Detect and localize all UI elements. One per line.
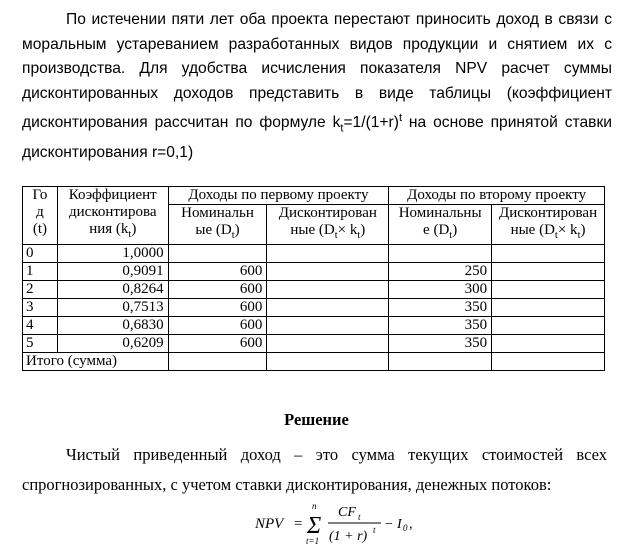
- formula-denominator-sup: t: [373, 525, 376, 535]
- cell-discounted-1: [267, 317, 389, 335]
- header-project-1: Доходы по первому проекту: [168, 187, 389, 205]
- cell-coef: 0,9091: [57, 263, 168, 281]
- table-row: [23, 263, 605, 281]
- formula-minus-sub: 0: [403, 523, 408, 533]
- cell-discounted-1: [267, 281, 389, 299]
- header-discounted-1: Дисконтирован ные $(D_t\times k_t)$: [267, 205, 389, 245]
- cell-year: 5: [23, 335, 58, 353]
- cell-discounted-1: [267, 299, 389, 317]
- solution-line-2: спрогнозированных, с учетом ставки дисконтирования, денежных потоков:: [22, 475, 552, 494]
- solution-paragraph: [22, 440, 607, 500]
- cell-discounted-1: [267, 245, 389, 263]
- intro-line-1: По истечении пяти лет оба проекта перестают приносить доход в связи с: [66, 11, 612, 28]
- cell-nominal-2: 350: [389, 317, 492, 335]
- cell-discounted-2: [492, 317, 605, 335]
- cell-nominal-1: 600: [168, 317, 267, 335]
- header-discounted-2: Дисконтирован ные $(D_t\times k_t)$: [492, 205, 605, 245]
- cell-discounted-1: [267, 335, 389, 353]
- solution-heading: Решение: [284, 410, 349, 429]
- cell-year: 4: [23, 317, 58, 335]
- total-label: Итого (сумма): [23, 353, 169, 371]
- cell-year: 3: [23, 299, 58, 317]
- total-nominal-1: [168, 353, 267, 371]
- header-nominal-1: Номинальн ые $(D_t)$: [168, 205, 267, 245]
- cell-discounted-2: [492, 281, 605, 299]
- intro-paragraph: [22, 8, 612, 165]
- table-row: [23, 317, 605, 335]
- cell-nominal-2: 350: [389, 335, 492, 353]
- cell-year: 0: [23, 245, 58, 263]
- cell-nominal-1: 600: [168, 281, 267, 299]
- cell-coef: 0,6830: [57, 317, 168, 335]
- npv-formula: [255, 500, 415, 546]
- cell-nominal-1: 600: [168, 335, 267, 353]
- table-row: [23, 245, 605, 263]
- formula-sum-bottom: t=1: [306, 536, 320, 546]
- cell-nominal-2: 300: [389, 281, 492, 299]
- cell-nominal-1: 600: [168, 299, 267, 317]
- table-row: [23, 281, 605, 299]
- cell-nominal-1: 600: [168, 263, 267, 281]
- formula-lhs: NPV: [255, 516, 284, 532]
- intro-line-4: дисконтированных доходов представить в виде таблицы (коэффициент: [22, 84, 612, 102]
- intro-line-2: моральным устареванием разработанных видов продукции и снятием их с: [22, 35, 612, 53]
- cell-nominal-2: [389, 245, 492, 263]
- cell-nominal-2: 350: [389, 299, 492, 317]
- cell-coef: 1,0000: [57, 245, 168, 263]
- formula-sum-top: n: [312, 501, 317, 511]
- cell-discounted-2: [492, 263, 605, 281]
- formula-tail: ,: [409, 517, 413, 532]
- cell-coef: 0,6209: [57, 335, 168, 353]
- cell-nominal-2: 250: [389, 263, 492, 281]
- total-discounted-2: [492, 353, 605, 371]
- total-nominal-2: [389, 353, 492, 371]
- cell-discounted-2: [492, 335, 605, 353]
- header-nominal-2: Номинальны е $(D_t)$: [389, 205, 492, 245]
- table-row: [23, 335, 605, 353]
- cell-discounted-1: [267, 263, 389, 281]
- intro-line-3: производства. Для удобства исчисления показателя NPV расчет суммы: [22, 60, 612, 77]
- header-project-2: Доходы по второму проекту: [389, 187, 605, 205]
- cell-discounted-2: [492, 245, 605, 263]
- cell-nominal-1: [168, 245, 267, 263]
- formula-denominator: (1 + r): [329, 529, 368, 544]
- discount-table: [22, 186, 605, 371]
- cell-year: 1: [23, 263, 58, 281]
- header-year: Го д (t): [23, 187, 58, 245]
- cell-coef: 0,8264: [57, 281, 168, 299]
- cell-coef: 0,7513: [57, 299, 168, 317]
- formula-eq: =: [293, 516, 304, 532]
- solution-line-1: Чистый приведенный доход – это сумма текущих стоимостей всех: [66, 445, 607, 464]
- total-row: [23, 353, 605, 371]
- table-row: [23, 299, 605, 317]
- formula-numerator: CF: [338, 505, 356, 520]
- cell-year: 2: [23, 281, 58, 299]
- formula-minus: − I: [384, 517, 402, 532]
- formula-numerator-sub: t: [358, 512, 361, 522]
- header-coef: Коэффициент дисконтирова ния $(k_t)$: [57, 187, 168, 245]
- intro-line-6: дисконтирования r=0,1): [22, 143, 194, 161]
- total-discounted-1: [267, 353, 389, 371]
- cell-discounted-2: [492, 299, 605, 317]
- intro-line-5: дисконтирования рассчитан по формуле $k_t=1/(1+r)^t$ на основе принятой ставки: [22, 112, 612, 135]
- sigma-icon: Σ: [307, 513, 322, 539]
